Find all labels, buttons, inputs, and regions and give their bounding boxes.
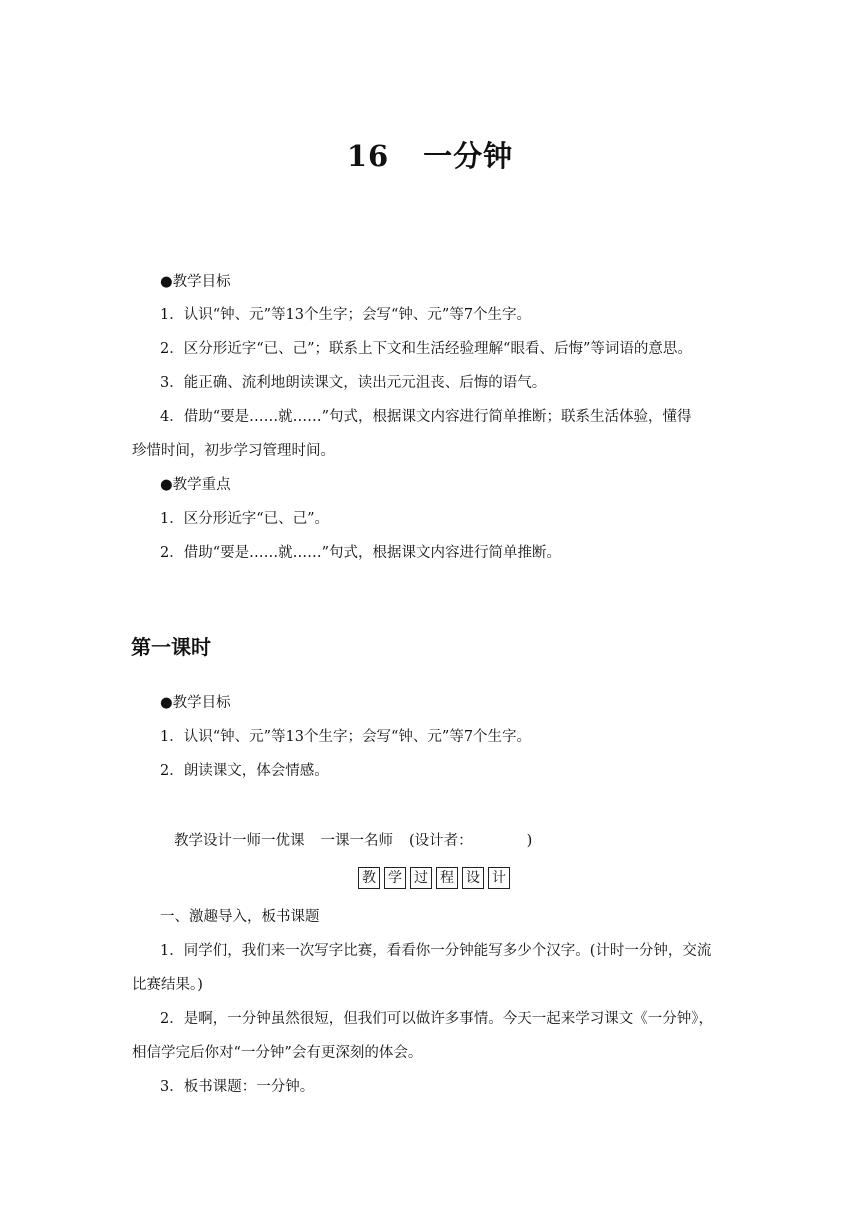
step-paragraph-continued: 相信学完后你对“一分钟”会有更深刻的体会。: [132, 1045, 423, 1061]
process-title-boxes: [358, 867, 510, 889]
lesson-number: 16: [346, 139, 390, 173]
goal-item: 1．认识“钟、元”等13个生字；会写“钟、元”等7个生字。: [160, 307, 532, 323]
lesson-goals-heading: ●教学目标: [160, 695, 231, 711]
process-char-box: 教: [358, 867, 380, 889]
process-char-box: 过: [410, 867, 432, 889]
section-heading: 第一课时: [131, 635, 211, 659]
process-char-box: 设: [462, 867, 484, 889]
step-heading: 一、激趣导入，板书课题: [160, 909, 320, 925]
step-paragraph-continued: 比赛结果。): [132, 977, 203, 993]
goals-heading: ●教学目标: [160, 274, 231, 290]
goal-item-continued: 珍惜时间，初步学习管理时间。: [132, 443, 335, 459]
process-char-box: 学: [384, 867, 406, 889]
designer-part: 教学设计一师一优课: [174, 833, 305, 849]
designer-part: 一课一名师: [320, 833, 393, 849]
goal-item: 3．能正确、流利地朗读课文，读出元元沮丧、后悔的语气。: [160, 375, 547, 391]
goal-item: 2．区分形近字“已、己”；联系上下文和生活经验理解“眼看、后悔”等词语的意思。: [160, 341, 692, 357]
key-point-item: 1．区分形近字“已、己”。: [160, 511, 330, 527]
lesson-title: [0, 134, 860, 175]
lesson-title-text: 一分钟: [423, 139, 514, 173]
lesson-goal-item: 1．认识“钟、元”等13个生字；会写“钟、元”等7个生字。: [160, 729, 532, 745]
step-paragraph: 1．同学们，我们来一次写字比赛，看看你一分钟能写多少个汉字。(计时一分钟，交流: [160, 943, 712, 959]
goal-item: 4．借助“要是……就……”句式，根据课文内容进行简单推断；联系生活体验，懂得: [160, 409, 692, 425]
key-points-heading: ●教学重点: [160, 477, 231, 493]
key-point-item: 2．借助“要是……就……”句式，根据课文内容进行简单推断。: [160, 545, 562, 561]
process-char-box: 程: [436, 867, 458, 889]
process-char-box: 计: [488, 867, 510, 889]
lesson-goal-item: 2．朗读课文，体会情感。: [160, 763, 329, 779]
step-paragraph: 2．是啊，一分钟虽然很短，但我们可以做许多事情。今天一起来学习课文《一分钟》，: [160, 1011, 713, 1027]
designer-line: [174, 829, 532, 850]
designer-close: ): [526, 833, 533, 849]
step-paragraph: 3．板书课题：一分钟。: [160, 1079, 315, 1095]
designer-label: (设计者：: [409, 833, 473, 849]
